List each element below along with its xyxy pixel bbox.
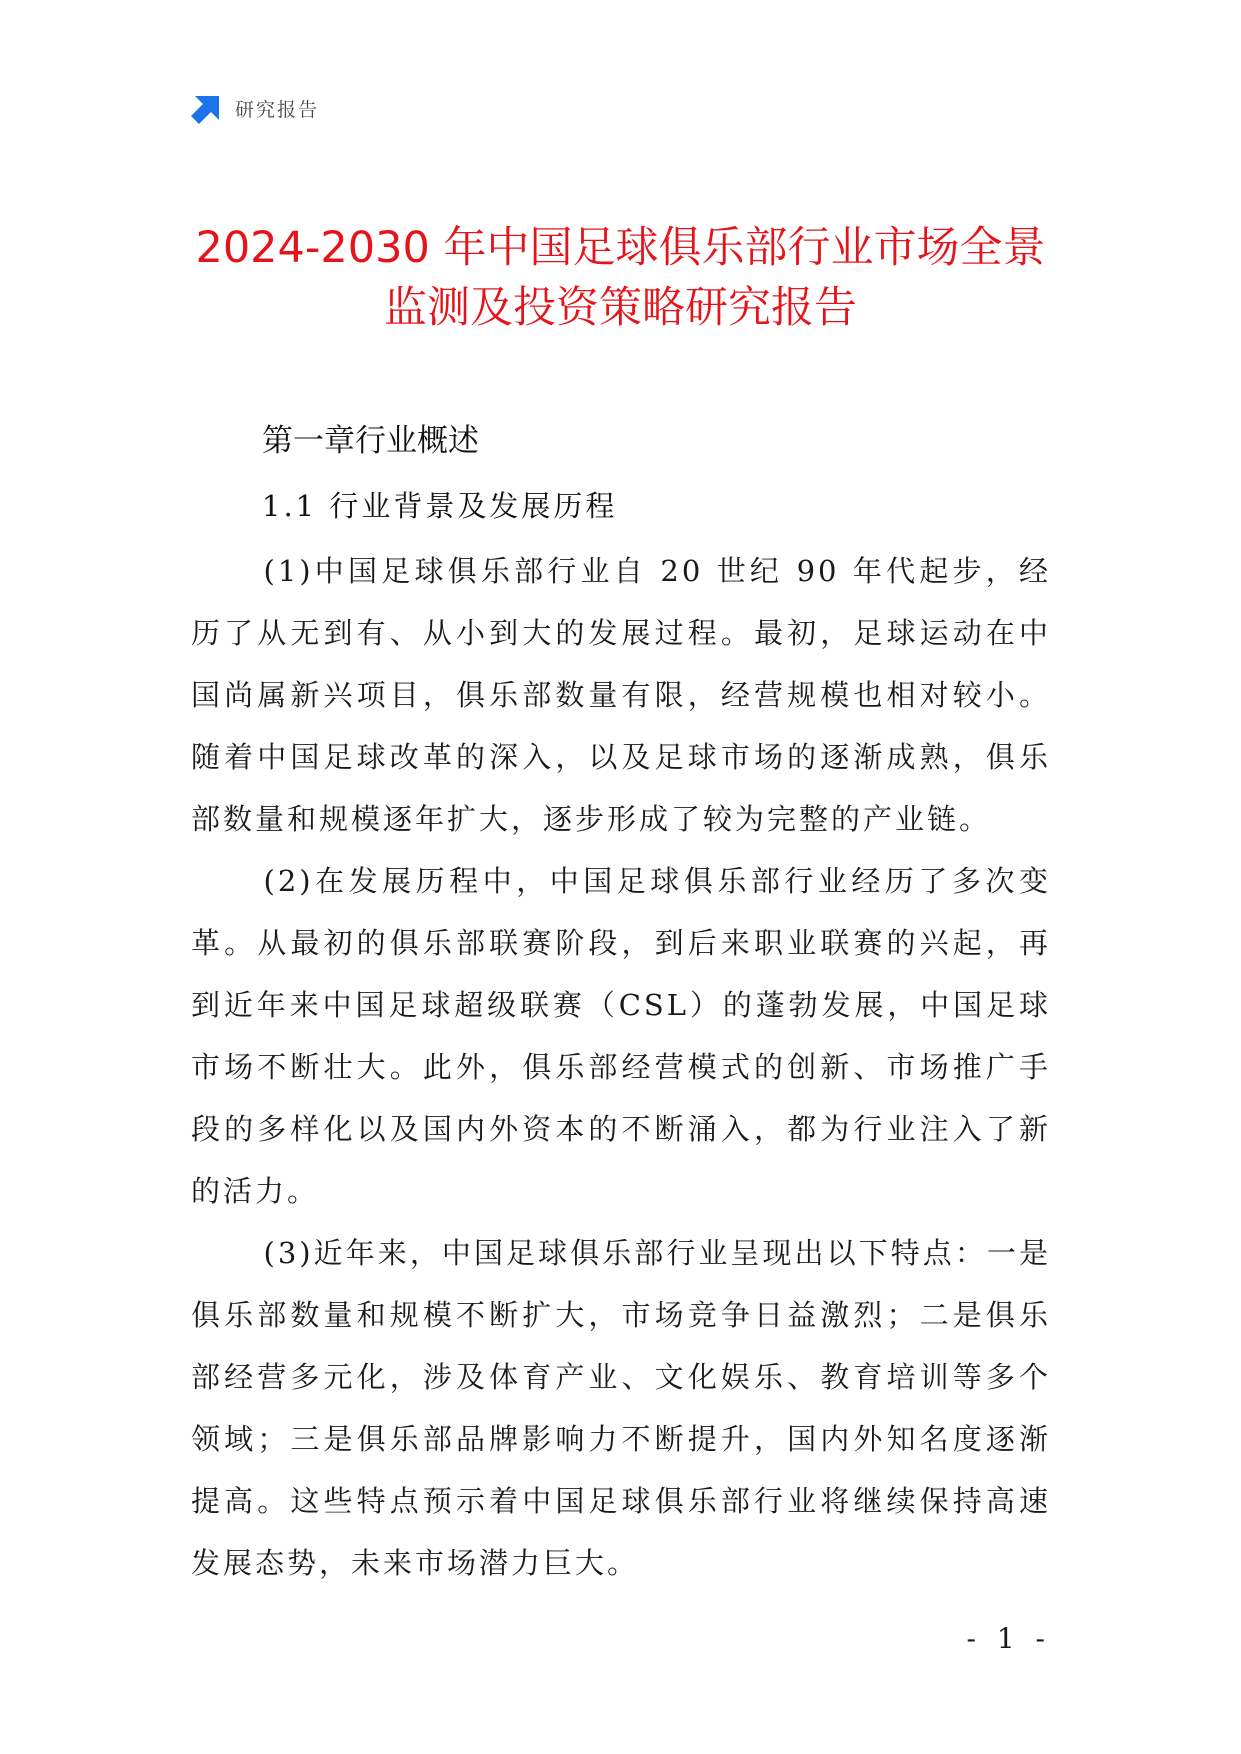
paragraph: (3)近年来，中国足球俱乐部行业呈现出以下特点：一是俱乐部数量和规模不断扩大，市场竞争日益激烈；二是俱乐部经营多元化，涉及体育产业、文化娱乐、教育培训等多个领域；三是俱乐部品牌影响力不断提升，国内外知名度逐渐提高。这些特点预示着中国足球俱乐部行业将继续保持高速发展态势，未来市场潜力巨大。 [191,1236,1051,1580]
chapter-heading: 第一章行业概述 [262,423,479,459]
body-text [191,540,1051,1594]
document-title [150,218,1091,338]
paragraph: (2)在发展历程中，中国足球俱乐部行业经历了多次变革。从最初的俱乐部联赛阶段，到后来职业联赛的兴起，再到近年来中国足球超级联赛（CSL）的蓬勃发展，中国足球市场不断壮大。此外，俱乐部经营模式的创新、市场推广手段的多样化以及国内外资本的不断涌入，都为行业注入了新的活力。 [191,864,1051,1208]
paragraph: (1)中国足球俱乐部行业自 20 世纪 90 年代起步，经历了从无到有、从小到大的发展过程。最初，足球运动在中国尚属新兴项目，俱乐部数量有限，经营规模也相对较小。随着中国足球改革的深入，以及足球市场的逐渐成熟，俱乐部数量和规模逐年扩大，逐步形成了较为完整的产业链。 [191,554,1051,836]
arrow-up-right-icon [191,92,223,124]
page-number: - 1 - [966,1622,1051,1655]
header-label: 研究报告 [235,98,320,121]
section-heading: 1.1 行业背景及发展历程 [262,489,618,523]
page-header [191,90,319,126]
title-line-2: 监测及投资策略研究报告 [384,283,857,333]
title-line-1: 2024-2030 年中国足球俱乐部行业市场全景 [195,223,1046,273]
